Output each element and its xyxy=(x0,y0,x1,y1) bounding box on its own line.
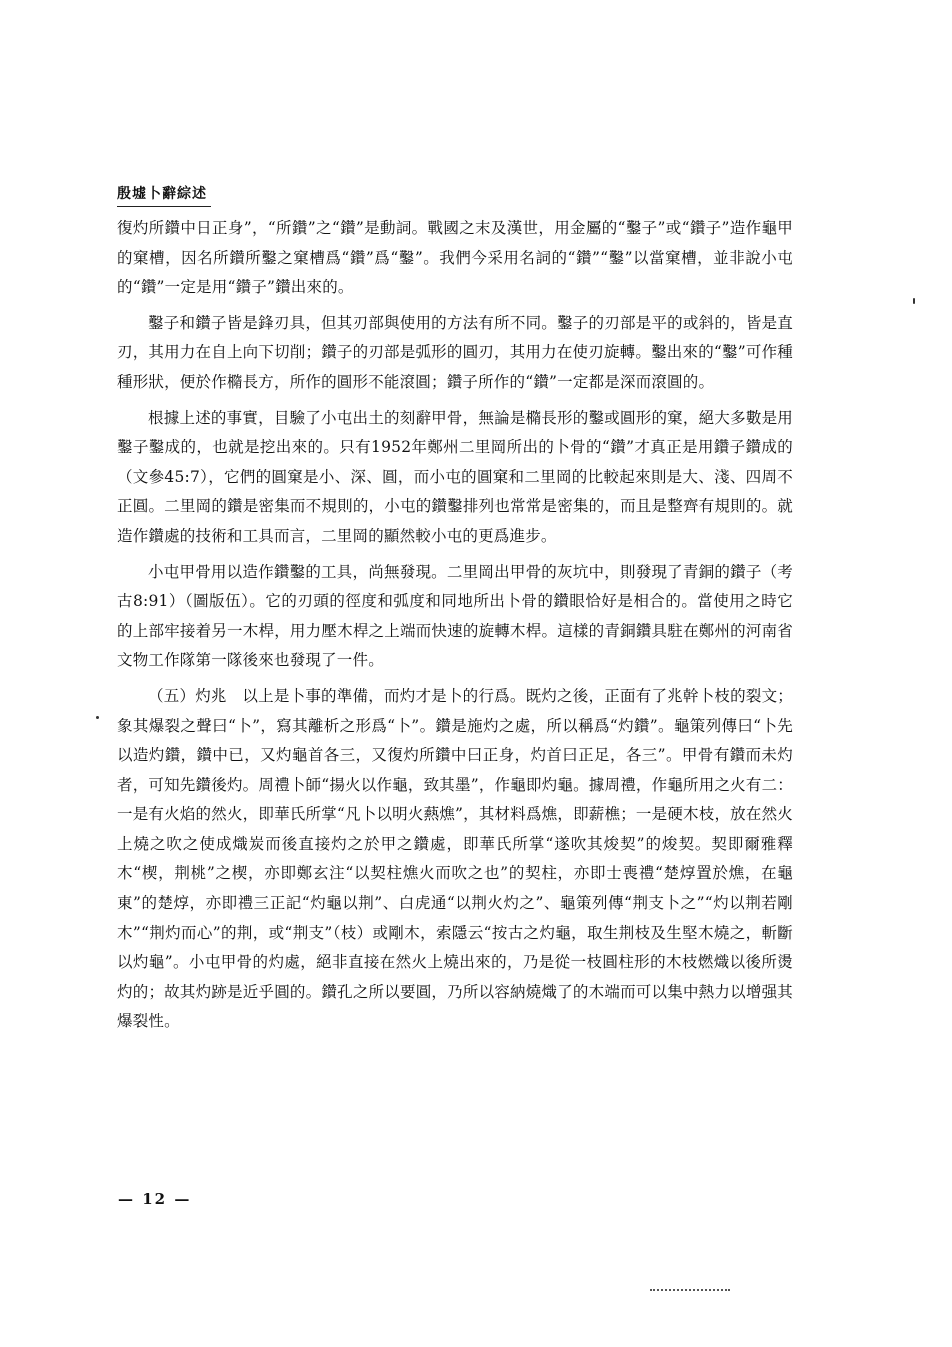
body-text xyxy=(117,214,793,1043)
paragraph-observation: 根據上述的事實，目驗了小屯出土的刻辭甲骨，無論是橢長形的鑿或圓形的窠，絕大多數是用鑿子鑿成的，也就是挖出來的。只有1952年鄭州二里岡所出的卜骨的“鑽”才真正是用鑽子鑽成的（文參45:7），它們的圓窠是小、深、圓，而小屯的圓窠和二里岡的比較起來則是大、淺、四周不正圓。二里岡的鑽是密集而不規則的，小屯的鑽鑿排列也常常是密集的，而且是整齊有規則的。就造作鑽處的技術和工具而言，二里岡的顯然較小屯的更爲進步。 xyxy=(117,408,793,545)
page-number: — 12 — xyxy=(118,1190,192,1208)
scan-speck xyxy=(96,716,99,719)
running-header: 殷墟卜辭綜述 xyxy=(117,183,207,203)
paragraph-burning: （五）灼兆 以上是卜事的準備，而灼才是卜的行爲。既灼之後，正面有了兆幹卜枝的裂文；象其爆裂之聲曰“卜”，寫其離析之形爲“卜”。鑽是施灼之處，所以稱爲“灼鑽”。龜策列傳曰“卜先以造灼鑽，鑽中已，又灼龜首各三，又復灼所鑽中曰正身，灼首曰正足，各三”。甲骨有鑽而未灼者，可知先鑽後灼。周禮卜師“揚火以作龜，致其墨”，作龜即灼龜。據周禮，作龜所用之火有二：一是有火焰的然火，即華氏所掌“凡卜以明火爇燋”，其材料爲燋，即薪樵；一是硬木枝，放在然火上燒之吹之使成熾炭而後直接灼之於甲之鑽處，即華氏所掌“遂吹其焌契”的焌契。契即爾雅釋木“楔，荆桃”之楔，亦即鄭玄注“以契柱燋火而吹之也”的契柱，亦即士喪禮“楚焞置於燋，在龜東”的楚焞，亦即禮三正記“灼龜以荆”、白虎通“以荆火灼之”、龜策列傳“荆支卜之”“灼以荆若剛木”“荆灼而心”的荆，或“荆支”（枝）或剛木，索隱云“按古之灼龜，取生荆枝及生堅木燒之，斬斷以灼龜”。小屯甲骨的灼處，絕非直接在然火上燒出來的，乃是從一枝圓柱形的木枝燃熾以後所燙灼的；故其灼跡是近乎圓的。鑽孔之所以要圓，乃所以容納燒熾了的木端而可以集中熱力以增强其爆裂性。 xyxy=(117,686,793,1031)
scan-artifact xyxy=(650,1287,730,1291)
paragraph-continuation: 復灼所鑽中日正身”，“所鑽”之“鑽”是動詞。戰國之末及漢世，用金屬的“鑿子”或“鑽子”造作龜甲的窠槽，因名所鑽所鑿之窠槽爲“鑽”爲“鑿”。我們今采用名詞的“鑽”“鑿”以當窠槽，並非說小屯的“鑽”一定是用“鑽子”鑽出來的。 xyxy=(117,219,793,297)
scan-speck xyxy=(913,298,915,304)
paragraph-chisel-and-drill: 鑿子和鑽子皆是鋒刃具，但其刃部與使用的方法有所不同。鑿子的刃部是平的或斜的，皆是直刃，其用力在自上向下切削；鑽子的刃部是弧形的圓刃，其用力在使刃旋轉。鑿出來的“鑿”可作種種形狀，便於作橢長方，所作的圓形不能滾圓；鑽子所作的“鑽”一定都是深而滾圓的。 xyxy=(117,313,793,391)
paragraph-tools: 小屯甲骨用以造作鑽鑿的工具，尚無發現。二里岡出甲骨的灰坑中，則發現了青銅的鑽子（考古8:91）（圖版伍）。它的刃頭的徑度和弧度和同地所出卜骨的鑽眼恰好是相合的。當使用之時它的上部牢接着另一木桿，用力壓木桿之上端而快速的旋轉木桿。這樣的青銅鑽具駐在鄭州的河南省文物工作隊第一隊後來也發現了一件。 xyxy=(117,562,793,670)
